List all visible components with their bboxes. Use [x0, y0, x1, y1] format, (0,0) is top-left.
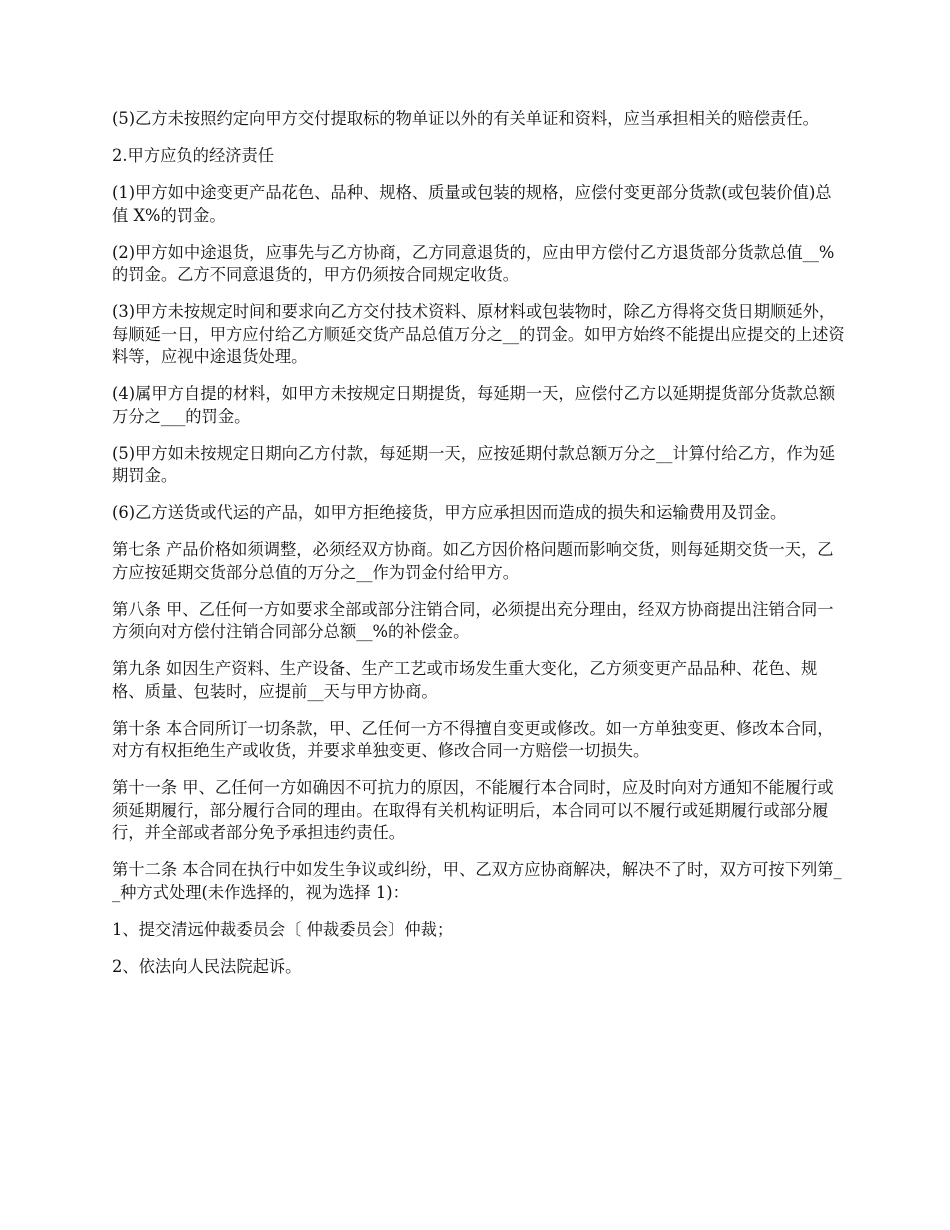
- document-body: [112, 108, 846, 993]
- paragraph-buyer-technical-materials: (3)甲方未按规定时间和要求向乙方交付技术资料、原材料或包装物时，除乙方得将交货日期顺延外，每顺延一日，甲方应付给乙方顺延交货产品总值万分之__的罚金。如甲方始终不能提出应提交的上述资料等，应视中途退货处理。: [112, 302, 845, 366]
- article-10-no-unilateral-change: 第十条 本合同所订一切条款，甲、乙任何一方不得擅自变更或修改。如一方单独变更、修改本合同，对方有权拒绝生产或收货，并要求单独变更、修改合同一方赔偿一切损失。: [112, 718, 834, 760]
- article-8-contract-cancellation: 第八条 甲、乙任何一方如要求全部或部分注销合同，必须提出充分理由，经双方协商提出注销合同一方须向对方偿付注销合同部分总额__%的补偿金。: [112, 599, 834, 641]
- paragraph-buyer-self-pickup: (4)属甲方自提的材料，如甲方未按规定日期提货，每延期一天，应偿付乙方以延期提货部分货款总额万分之___的罚金。: [112, 384, 836, 426]
- paragraph-seller-delivery-documents: (5)乙方未按照约定向甲方交付提取标的物单证以外的有关单证和资料，应当承担相关的赔偿责任。: [112, 109, 819, 128]
- article-11-force-majeure: 第十一条 甲、乙任何一方如确因不可抗力的原因，不能履行本合同时，应及时向对方通知不能履行或须延期履行，部分履行合同的理由。在取得有关机构证明后，本合同可以不履行或延期履行或部分履行，并全部或者部分免予承担违约责任。: [112, 778, 834, 842]
- paragraph-buyer-change-spec: (1)甲方如中途变更产品花色、品种、规格、质量或包装的规格，应偿付变更部分货款(或包装价值)总值 X%的罚金。: [112, 183, 832, 225]
- dispute-option-court: 2、依法向人民法院起诉。: [112, 956, 302, 976]
- paragraph-buyer-refuse-delivery: (6)乙方送货或代运的产品，如甲方拒绝接货，甲方应承担因而造成的损失和运输费用及罚金。: [112, 503, 787, 522]
- paragraph-buyer-return-goods: (2)甲方如中途退货，应事先与乙方协商，乙方同意退货的，应由甲方偿付乙方退货部分货款总值__%的罚金。乙方不同意退货的，甲方仍须按合同规定收货。: [112, 242, 835, 284]
- dispute-option-arbitration: 1、提交清远仲裁委员会〔 仲裁委员会〕仲裁；: [112, 919, 454, 939]
- section-heading-buyer-liability: 2.甲方应负的经济责任: [112, 146, 275, 165]
- paragraph-buyer-late-payment: (5)甲方如未按规定日期向乙方付款，每延期一天，应按延期付款总额万分之__计算付给乙方，作为延期罚金。: [112, 443, 836, 485]
- article-7-price-adjustment: 第七条 产品价格如须调整，必须经双方协商。如乙方因价格问题而影响交货，则每延期交货一天，乙方应按延期交货部分总值的万分之__作为罚金付给甲方。: [112, 540, 834, 582]
- article-12-dispute-resolution: 第十二条 本合同在执行中如发生争议或纠纷，甲、乙双方应协商解决，解决不了时，双方可按下列第__种方式处理(未作选择的，视为选择 1)：: [112, 860, 842, 902]
- article-9-production-change: 第九条 如因生产资料、生产设备、生产工艺或市场发生重大变化，乙方须变更产品品种、花色、规格、质量、包装时，应提前__天与甲方协商。: [112, 659, 818, 701]
